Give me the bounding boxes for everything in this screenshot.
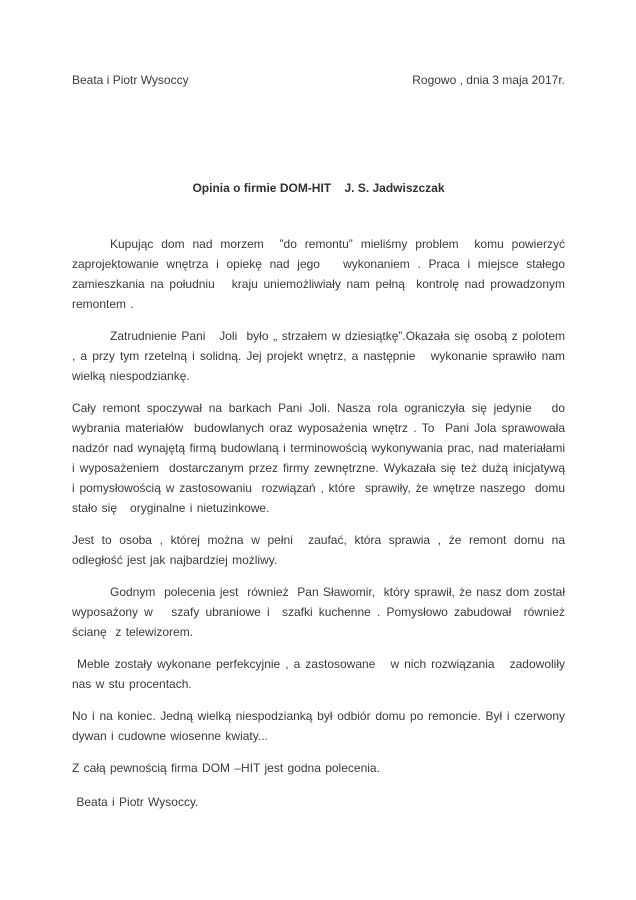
paragraph-6: Meble zostały wykonane perfekcyjnie , a zastosowane w nich rozwiązania zadowoliły nas w stu procentach. xyxy=(72,657,570,691)
paragraph-3: Cały remont spoczywał na barkach Pani Joli. Nasza rola ograniczyła się jedynie do wybrania materiałów budowlanych oraz wyposażenia wnętrz . To Pani Jola sprawowała nadzór nad wynajętą firmą budowlaną i terminowością wykonywania prac, nad materiałami i wyposażeniem dostarczanym przez firmy zewnętrzne. Wykazała się też dużą inicjatywą i pomysłowością w zastosowaniu rozwiązań , które sprawiły, że wnętrze naszego domu stało się oryginalne i nietuzinkowe. xyxy=(72,401,574,515)
paragraph-1: Kupując dom nad morzem ”do remontu” mieliśmy problem komu powierzyć zaprojektowanie wnętrza i opiekę nad jego wykonaniem . Praca i miejsce stałego zamieszkania na południu kraju uniemożliwiały nam pełną kontrolę nad prowadzonym remontem . xyxy=(72,237,570,311)
signature: Beata i Piotr Wysoccy. xyxy=(72,795,199,809)
paragraph-5: Godnym polecenia jest również Pan Sławomir, który sprawił, że nasz dom został wyposażony w szafy ubraniowe i szafki kuchenne . Pomysłowo zabudował również ścianę z telewizorem. xyxy=(72,585,570,639)
date-line: Rogowo , dnia 3 maja 2017r. xyxy=(412,73,565,87)
paragraph-7: No i na koniec. Jedną wielką niespodzianką był odbiór domu po remoncie. Był i czerwony dywan i cudowne wiosenne kwiaty... xyxy=(72,709,570,743)
letter-header xyxy=(72,70,565,90)
paragraph-4: Jest to osoba , której można w pełni zaufać, która sprawia , że remont domu na odległość jest jak najbardziej możliwy. xyxy=(72,533,570,567)
document-title: Opinia o firmie DOM-HIT J. S. Jadwiszczak xyxy=(192,181,445,195)
sender-name: Beata i Piotr Wysoccy xyxy=(72,73,189,87)
closing-paragraph: Z całą pewnością firma DOM –HIT jest godna polecenia. xyxy=(72,761,380,775)
paragraph-2: Zatrudnienie Pani Joli było „ strzałem w dziesiątkę”.Okazała się osobą z polotem , a przy tym rzetelną i solidną. Jej projekt wnętrz, a następnie wykonanie sprawiło nam wielką niespodziankę. xyxy=(72,329,570,383)
